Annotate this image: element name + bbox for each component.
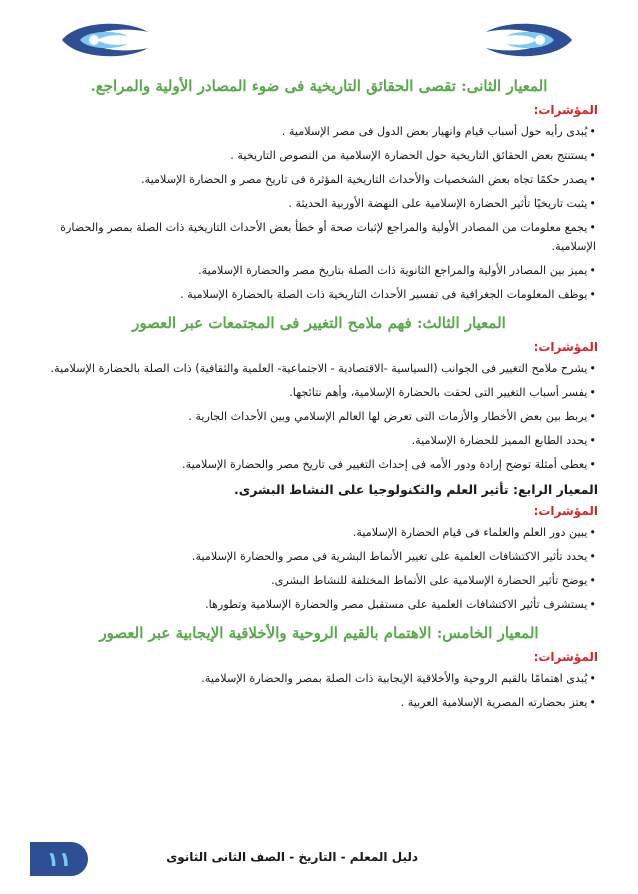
standard-4-list <box>40 523 598 614</box>
standard-3-title: المعيار الثالث: فهم ملامح التغيير فى المجتمعات عبر العصور <box>132 314 506 332</box>
list-item <box>40 523 598 542</box>
bullet: • <box>589 362 596 375</box>
standard-5-title: المعيار الخامس: الاهتمام بالقيم الروحية والأخلاقية الإيجابية عبر العصور <box>99 624 539 642</box>
bullet: • <box>589 550 596 563</box>
indicators-label: المؤشرات: <box>533 103 598 117</box>
bullet: • <box>589 696 596 709</box>
bullet: • <box>589 434 596 447</box>
bullet: • <box>589 149 596 162</box>
item-text: يستشرف تأثير الاكتشافات العلمية على مستقبل مصر والحضارة الإسلامية وتطورها. <box>205 598 588 611</box>
list-item <box>40 170 598 189</box>
standard-3-list <box>40 359 598 474</box>
bullet: • <box>589 288 596 301</box>
page-content <box>40 72 598 717</box>
list-item <box>40 285 598 304</box>
bullet: • <box>589 221 596 234</box>
list-item <box>40 407 598 426</box>
item-text: يربط بين بعض الأخطار والأزمات التى تعرض لها العالم الإسلامي وبين الأحداث الجارية . <box>188 410 588 423</box>
list-item <box>40 571 598 590</box>
bullet: • <box>589 173 596 186</box>
item-text: يفسر أسباب التغيير التى لحقت بالحضارة الإسلامية، وأهم نتائجها. <box>289 386 588 399</box>
list-item <box>40 122 598 141</box>
bullet: • <box>589 386 596 399</box>
item-text: يثبت تاريخيًا تأثير الحضارة الإسلامية على النهضة الأوربية الحديثة . <box>288 197 588 210</box>
list-item <box>40 359 598 378</box>
page-number-badge: ١١ <box>30 842 88 876</box>
list-item <box>40 194 598 213</box>
list-item <box>40 669 598 688</box>
item-text: يُبدى اهتمامًا بالقيم الروحية والأخلاقية الإيجابية ذات الصلة بمصر والحضارة الإسلامية. <box>201 672 588 685</box>
bullet: • <box>589 526 596 539</box>
bullet: • <box>589 264 596 277</box>
bullet: • <box>589 672 596 685</box>
item-text: يبين دور العلم والعلماء فى قيام الحضارة الإسلامية. <box>352 526 588 539</box>
list-item <box>40 261 598 280</box>
item-text: يحدد الطابع المميز للحضارة الإسلامية. <box>411 434 588 447</box>
list-item <box>40 547 598 566</box>
item-text: يستنتج بعض الحقائق التاريخية حول الحضارة الإسلامية من النصوص التاريخية . <box>230 149 588 162</box>
indicators-label: المؤشرات: <box>533 504 598 518</box>
right-ornament-icon <box>484 18 576 62</box>
item-text: يصدر حكمًا تجاه بعض الشخصيات والأحداث التاريخية المؤثرة فى تاريخ مصر و الحضارة الإسلامية. <box>141 173 588 186</box>
list-item <box>40 383 598 402</box>
bullet: • <box>589 125 596 138</box>
standard-4-title: المعيار الرابع: تأثير العلم والتكنولوجيا على النشاط البشرى. <box>234 482 598 497</box>
left-ornament-icon <box>58 18 150 62</box>
footer-title: دليل المعلم - التاريخ - الصف الثانى الثانوى <box>166 850 418 864</box>
list-item <box>40 146 598 165</box>
item-text: يميز بين المصادر الأولية والمراجع الثانوية ذات الصلة بتاريخ مصر والحضارة الإسلامية. <box>198 264 588 277</box>
bullet: • <box>589 197 596 210</box>
item-text: يوظف المعلومات الجغرافية فى تفسير الأحداث التاريخية ذات الصلة بالحضارة الإسلامية . <box>180 288 588 301</box>
bullet: • <box>589 574 596 587</box>
indicators-label: المؤشرات: <box>533 650 598 664</box>
list-item <box>40 693 598 712</box>
item-text: يُبدى رأيه حول أسباب قيام وانهيار بعض الدول فى مصر الإسلامية . <box>281 125 588 138</box>
standard-5-list <box>40 669 598 712</box>
bullet: • <box>589 410 596 423</box>
list-item <box>40 431 598 450</box>
item-text: يوضح تأثير الحضارة الإسلامية على الأنماط المختلفة للنشاط البشرى. <box>271 574 588 587</box>
indicators-label: المؤشرات: <box>533 340 598 354</box>
standard-2-list <box>40 122 598 304</box>
item-text: يعتز بحضارته المصرية الإسلامية العربية . <box>400 696 588 709</box>
page-footer <box>30 842 598 876</box>
item-text: يحدد تأثير الاكتشافات العلمية على تغيير الأنماط البشرية فى مصر والحضارة الإسلامية. <box>191 550 588 563</box>
item-text: يعطى أمثلة توضح إرادة ودور الأمه فى إحداث التغيير فى تاريخ مصر والحضارة الإسلامية. <box>182 458 588 471</box>
item-text: يجمع معلومات من المصادر الأولية والمراجع لإثبات صحة أو خطأ بعض الأحداث التاريخية ذات الصلة بمصر والحضارة الإسلامية. <box>60 221 596 253</box>
bullet: • <box>589 458 596 471</box>
list-item <box>40 218 598 256</box>
list-item <box>40 455 598 474</box>
standard-2-title: المعيار الثانى: تقصى الحقائق التاريخية فى ضوء المصادر الأولية والمراجع. <box>90 77 548 95</box>
item-text: يشرح ملامح التغيير فى الجوانب (السياسية -الاقتصادية - الاجتماعية- العلمية والثقافية) ذات الصلة بالحضارة الإسلامية. <box>50 362 588 375</box>
bullet: • <box>589 598 596 611</box>
list-item <box>40 595 598 614</box>
